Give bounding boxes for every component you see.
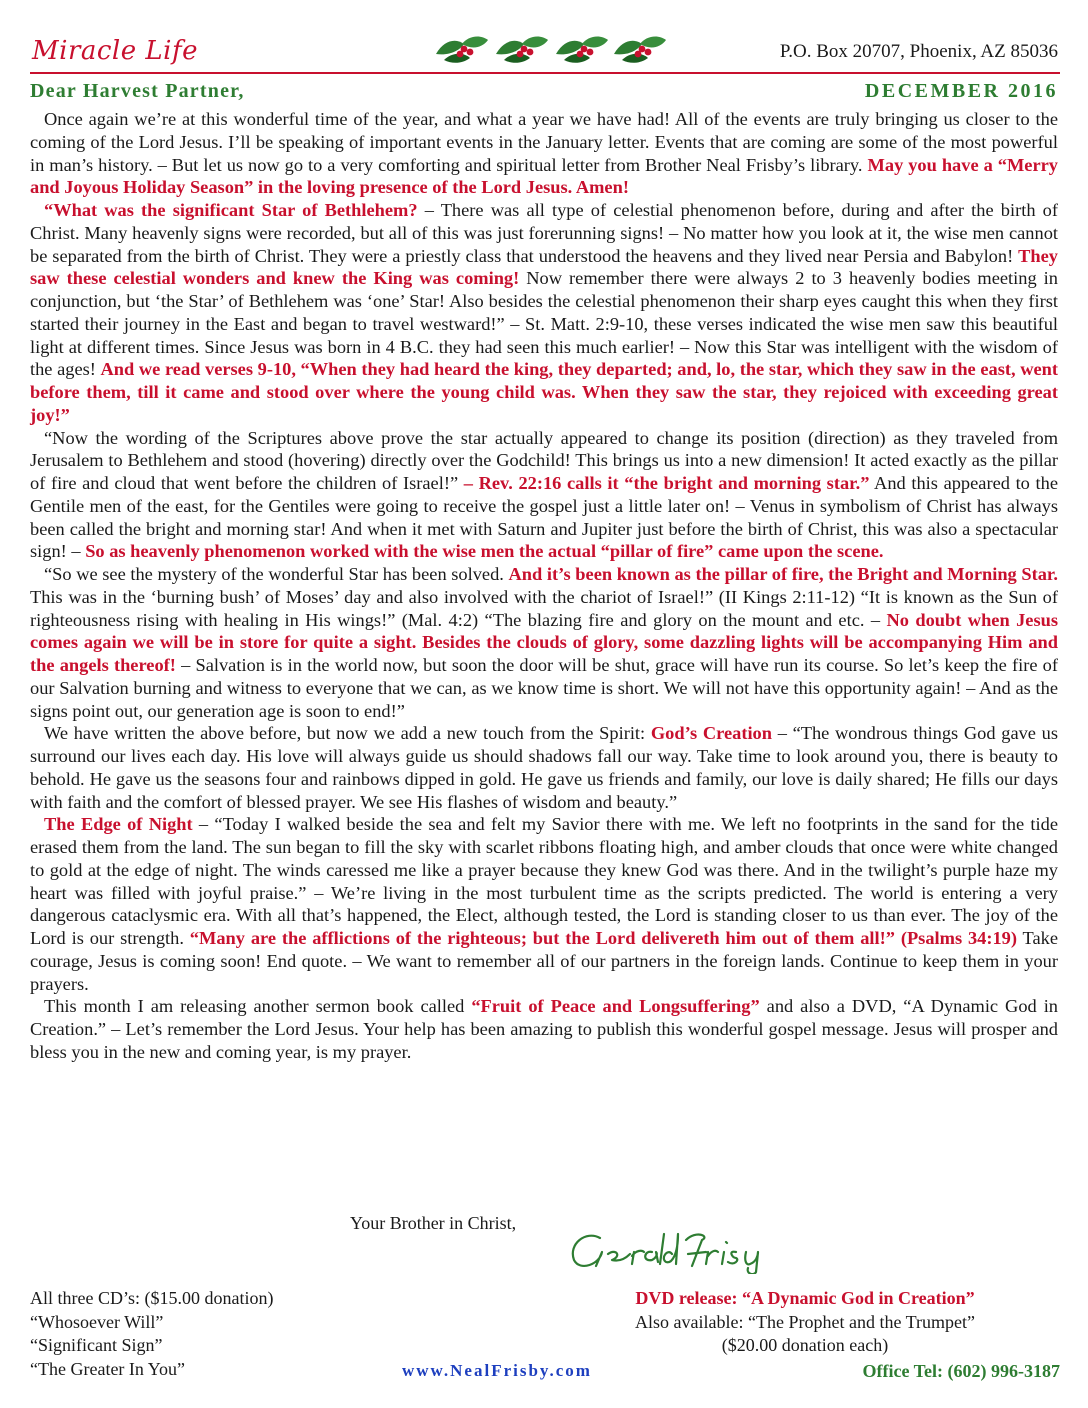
body-text: This month I am releasing another sermon book called (44, 996, 472, 1017)
body-text: – Salvation is in the world now, but soon the door will be shut, grace will have run its course. So let’s keep the fire of our Salvation burning and witness to everyone that we can, as we know time is short. We will not have this opportunity again! – And as the signs point out, our generation age is soon to end!” (30, 655, 1058, 721)
emphasized-text: They saw these celestial wonders and knew the King was coming! (30, 245, 1058, 289)
office-phone: Office Tel: (602) 996-3187 (862, 1361, 1060, 1381)
letter-paragraph (30, 563, 1058, 722)
emphasized-text: And we read verses 9-10, “When they had heard the king, they departed; and, lo, the star, which they saw in the east, went before them, till it came and stood over where the young child was. When they saw the star, they rejoiced with exceeding great joy!” (30, 359, 1059, 425)
cd-title: “Whosoever Will” (30, 1311, 164, 1332)
dvd-price: ($20.00 donation each) (721, 1335, 889, 1355)
emphasized-text: God’s Creation (650, 723, 772, 744)
emphasized-text: “Many are the afflictions of the righteous; but the Lord delivereth him out of them all!” (Psalms 34:19) (189, 928, 1017, 948)
dvd-release: DVD release: “A Dynamic God in Creation” (635, 1288, 975, 1308)
body-text: Now remember there were always 2 to 3 heavenly bodies meeting in conjunction, but ‘the Star’ of Bethlehem was ‘one’ Star! Also besides the celestial phenomenon their sharp eyes caught this when they first started their journey in the East and began to travel westward!” – St. Matt. 2:9-10, these verses indicated the wise men saw this beautiful light at different times. Since Jesus was born in 4 B.C. they had seen this much earlier! – Now this Star was intelligent with the wisdom of the ages! (30, 268, 1058, 380)
letter-paragraph (30, 427, 1058, 564)
body-text: Once again we’re at this wonderful time of the year, and what a year we have had! All of the events are truly bringing us closer to the coming of the Lord Jesus. I’ll be speaking of important events in the January letter. Events that are coming are some of the most powerful in man’s history. – But let us now go to a very comforting and spiritual letter from Brother Neal Frisby’s library. (30, 109, 1058, 175)
letter-paragraph (30, 722, 1058, 813)
mailing-address: P.O. Box 20707, Phoenix, AZ 85036 (779, 41, 1058, 62)
cd-offer-heading: All three CD’s: ($15.00 donation) (30, 1288, 274, 1308)
emphasized-text: So as heavenly phenomenon worked with the wise men the actual “pillar of fire” came upon the scene. (85, 541, 884, 562)
salutation: Dear Harvest Partner, (30, 80, 245, 102)
dvd-also-available: Also available: “The Prophet and the Trumpet” (635, 1311, 975, 1332)
emphasized-text: “What was the significant Star of Bethlehem? (44, 200, 418, 220)
body-text: – “Today I walked beside the sea and felt my Savior there with me. We left no footprints in the sand for the tide erased them from the land. The sun began to fill the sky with scarlet ribbons floating high, and amber clouds that once were white changed to gold at the edge of night. The winds caressed me like a prayer because they knew God was there. And in the twilight’s purple haze my heart was filled with joyful praise.” – We’re living in the most turbulent time as the scripts predicted. The world is entering a very dangerous cataclysmic era. With all that’s happened, the Elect, although tested, the Lord is standing closer to us than ever. The joy of the Lord is our strength. (30, 814, 1059, 948)
signature-image (560, 1226, 790, 1274)
closing: Your Brother in Christ, (350, 1213, 517, 1233)
body-text: We have written the above before, but now we add a new touch from the Spirit: (44, 723, 651, 744)
body-text: This was in the ‘burning bush’ of Moses’ day and also involved with the chariot of Israel!” (II Kings 2:11-12) “It is known as the Sun of righteousness rising with healing in His wings!” (Mal. 4:2) “The blazing fire and glory on the mount and etc. – (30, 586, 1058, 630)
emphasized-text: – Rev. 22:16 calls it “the bright and morning star.” (463, 473, 870, 493)
cd-title: “The Greater In You” (30, 1358, 185, 1379)
emphasized-text: “Fruit of Peace and Longsuffering” (471, 996, 760, 1017)
cd-title: “Significant Sign” (30, 1335, 163, 1355)
letter-paragraph (30, 199, 1058, 427)
letter-date: DECEMBER 2016 (864, 80, 1058, 102)
body-text: – There was all type of celestial phenomenon before, during and after the birth of Christ. Many heavenly signs were recorded, but all of this was just forerunning signs! – No matter how you look at it, the wise men cannot be separated from the birth of Christ. They were a priestly class that understood the heavens and they lived near Persia and Babylon! (30, 200, 1058, 266)
letter-paragraph (30, 813, 1058, 995)
body-text: “Now the wording of the Scriptures above prove the star actually appeared to change its position (direction) as they traveled from Jerusalem to Bethlehem and stood (hovering) directly over the Godchild! This brings us into a new dimension! It acted exactly as the pillar of fire and cloud that went before the children of Israel!” (30, 427, 1058, 493)
miracle-life-logo: Miracle Life (32, 36, 198, 66)
emphasized-text: The Edge of Night (44, 814, 193, 835)
website-link[interactable]: www.NealFrisby.com (402, 1361, 592, 1380)
body-text: and also a DVD, “A Dynamic God in Creation.” – Let’s remember the Lord Jesus. Your help has been amazing to publish this wonderful gospel message. Jesus will prosper and bless you in the new and coming year, is my prayer. (30, 996, 1058, 1062)
emphasized-text: No doubt when Jesus comes again we will be in store for quite a sight. Besides the clouds of glory, some dazzling lights will be accompanying Him and the angels thereof! (30, 609, 1058, 675)
letter-body (30, 108, 1058, 1064)
letter-paragraph (30, 108, 1058, 199)
body-text: Take courage, Jesus is coming soon! End quote. – We want to remember all of our partners in the foreign lands. Continue to keep them in your prayers. (30, 928, 1058, 994)
holly-decoration-icon (434, 30, 670, 68)
cd-offer (30, 1287, 273, 1381)
body-text: “So we see the mystery of the wonderful Star has been solved. (44, 564, 509, 584)
header-divider (30, 72, 1060, 74)
emphasized-text: And it’s been known as the pillar of fire, the Bright and Morning Star. (508, 564, 1058, 584)
emphasized-text: May you have a “Merry and Joyous Holiday Season” in the loving presence of the Lord Jesus. Amen! (30, 154, 1058, 198)
dvd-offer (560, 1287, 1050, 1358)
body-text: – “The wondrous things God gave us surround our lives each day. His love will always guide us should shadows fall our way. Take time to look around you, there is beauty to behold. He gave us the seasons four and rainbows dipped in gold. He gave us friends and family, our love is daily shared; He fills our days with faith and the comfort of blessed prayer. We see His flashes of wisdom and beauty.” (30, 723, 1059, 812)
letterhead (30, 30, 1060, 70)
letter-paragraph (30, 995, 1058, 1063)
body-text: And this appeared to the Gentile men of the east, for the Gentiles were going to receive the gospel just a little later on! – Venus in symbolism of Christ has always been called the bright and morning star! And when it met with Saturn and Jupiter just before the birth of Christ, this was also a spectacular sign! – (30, 473, 1058, 562)
